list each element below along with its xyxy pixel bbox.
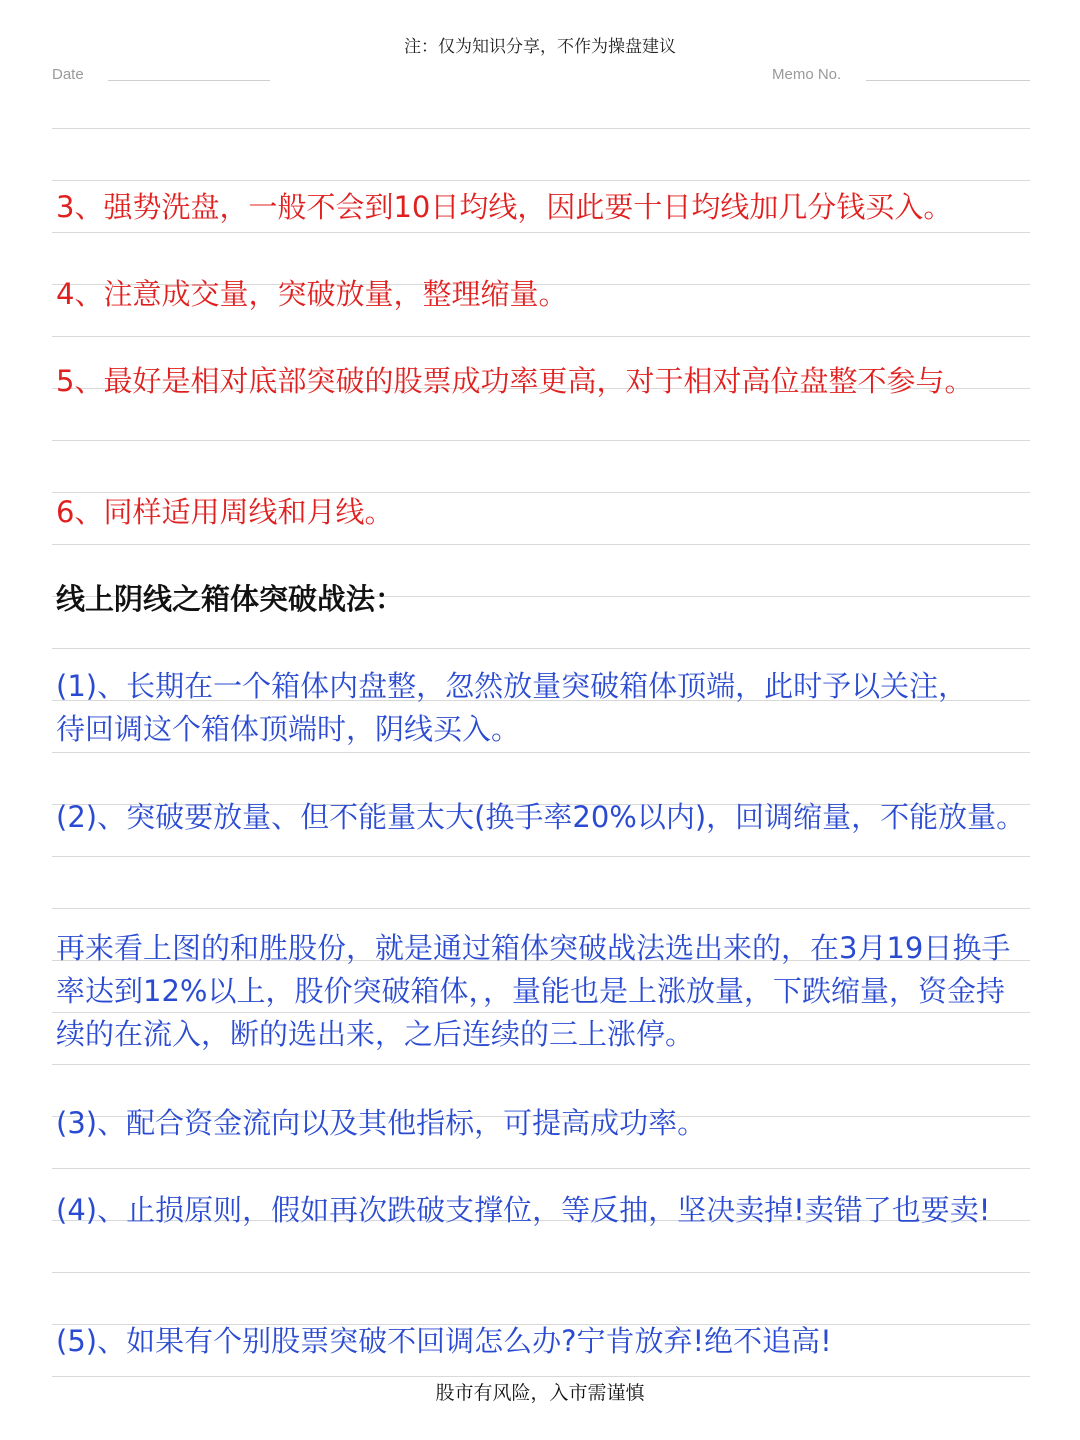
ruled-line <box>52 1376 1030 1377</box>
rule-2-paragraph: (2)、突破要放量、但不能量太大(换手率20%以内)，回调缩量，不能放量。 <box>56 800 1026 834</box>
rule-4-paragraph: (4)、止损原则，假如再次跌破支撑位，等反抽，坚决卖掉!卖错了也要卖! <box>56 1193 991 1227</box>
ruled-line <box>52 908 1030 909</box>
rule-5-paragraph: (5)、如果有个别股票突破不回调怎么办?宁肯放弃!绝不追高! <box>56 1324 832 1358</box>
ruled-line <box>52 1168 1030 1169</box>
ruled-line <box>52 1064 1030 1065</box>
risk-warning-footer: 股市有风险，入市需谨慎 <box>435 1382 645 1404</box>
ruled-line <box>52 752 1030 753</box>
tip-3-paragraph: 3、强势洗盘，一般不会到10日均线，因此要十日均线加几分钱买入。 <box>56 190 953 224</box>
date-label: Date <box>52 66 84 83</box>
rule-3-paragraph: (3)、配合资金流向以及其他指标，可提高成功率。 <box>56 1106 707 1140</box>
section-heading: 线上阴线之箱体突破战法： <box>56 582 405 616</box>
date-line <box>108 80 270 81</box>
memo-label: Memo No. <box>772 66 842 83</box>
ruled-line <box>52 856 1030 857</box>
example-paragraph: 再来看上图的和胜股份，就是通过箱体突破战法选出来的，在3月19日换手率达到12%以上，股价突破箱体，，量能也是上涨放量，下跌缩量，资金持续的在流入，断的选出来，之后连续的三上涨停。 <box>56 931 1011 1051</box>
tip-6-paragraph: 6、同样适用周线和月线。 <box>56 495 394 529</box>
tip-5-paragraph: 5、最好是相对底部突破的股票成功率更高，对于相对高位盘整不参与。 <box>56 364 974 398</box>
tip-4-paragraph: 4、注意成交量，突破放量，整理缩量。 <box>56 277 568 311</box>
ruled-line <box>52 1272 1030 1273</box>
disclaimer-notice: 注：仅为知识分享，不作为操盘建议 <box>404 37 676 57</box>
ruled-line <box>52 648 1030 649</box>
ruled-line <box>52 440 1030 441</box>
ruled-line <box>52 544 1030 545</box>
memo-line <box>866 80 1030 81</box>
ruled-line <box>52 128 1030 129</box>
ruled-line <box>52 336 1030 337</box>
ruled-line <box>52 232 1030 233</box>
rule-1-paragraph: (1)、长期在一个箱体内盘整，忽然放量突破箱体顶端，此时予以关注，待回调这个箱体顶端时，阴线买入。 <box>56 669 968 746</box>
ruled-line <box>52 180 1030 181</box>
